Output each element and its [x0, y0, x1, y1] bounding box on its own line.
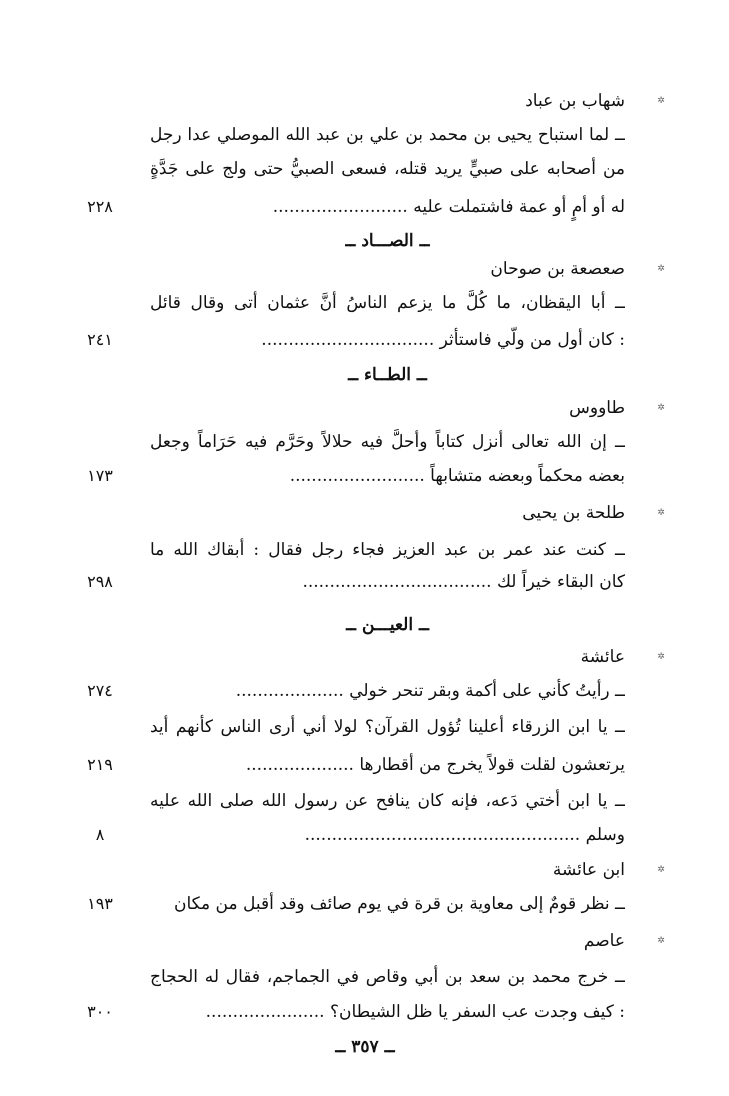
- entry-name: عاصم: [583, 931, 625, 951]
- entry-text: ــ إن الله تعالى أنزل كتاباً وأحلَّ فيه حلالاً وحَرَّم فيه حَرَاماً وجعل: [150, 432, 625, 452]
- entry-marker: ✲: [657, 403, 665, 413]
- page-number: ــ ٣٥٧ ــ: [335, 1037, 395, 1057]
- page-reference: ٣٠٠: [87, 1002, 113, 1021]
- entry-name: طاووس: [569, 398, 625, 418]
- page-reference: ١٧٣: [87, 466, 113, 485]
- page-reference: ٢٧٤: [87, 681, 113, 700]
- entry-text: ــ نظر قومٌ إلى معاوية بن قرة في يوم صائف وقد أقبل من مكان: [174, 894, 625, 914]
- entry-text: كان البقاء خيراً لك ...................................: [302, 572, 625, 592]
- entry-text: من أصحابه على صبيٍّ يريد قتله، فسعى الصبيُّ حتى ولج على جَدَّةٍ: [150, 159, 625, 179]
- page-reference: ١٩٣: [87, 894, 113, 913]
- entry-text: وسلم ...................................................: [304, 825, 625, 845]
- entry-text: بعضه محكماً وبعضه متشابهاً .........................: [289, 466, 625, 486]
- entry-text: : كان أول من ولّي فاستأثر ................................: [261, 330, 625, 350]
- page-reference: ٢٤١: [87, 330, 113, 349]
- section-heading-ain: ــ العيـــن ــ: [346, 615, 429, 635]
- section-heading-ta: ــ الطــاء ــ: [348, 365, 427, 385]
- entry-marker: ✲: [657, 508, 665, 518]
- entry-text: ــ كنت عند عمر بن عبد العزيز فجاء رجل فقال : أبقاك الله ما: [150, 540, 625, 560]
- entry-marker: ✲: [657, 264, 665, 274]
- entry-text: يرتعشون لقلت قولاً يخرج من أقطارها ....................: [245, 755, 625, 775]
- entry-text: له أو أمٍ أو عمة فاشتملت عليه .........................: [272, 197, 625, 217]
- page-reference: ٢١٩: [87, 755, 113, 774]
- entry-marker: ✲: [657, 865, 665, 875]
- entry-name: عائشة: [580, 647, 625, 667]
- section-heading-sad: ــ الصـــاد ــ: [345, 231, 430, 251]
- entry-marker: ✲: [657, 96, 665, 106]
- entry-text: ــ رأيتُ كأني على أكمة وبقر تنحر خولي ....................: [235, 681, 625, 701]
- entry-name: طلحة بن يحيى: [522, 503, 625, 523]
- entry-name: شهاب بن عباد: [525, 91, 625, 111]
- page-reference: ٢٢٨: [87, 197, 113, 216]
- page-reference: ٢٩٨: [87, 572, 113, 591]
- entry-name: صعصعة بن صوحان: [490, 259, 625, 279]
- entry-text: ــ يا ابن الزرقاء أعلينا تُؤول القرآن؟ لولا أني أرى الناس كأنهم أيد: [150, 717, 625, 737]
- page-reference: ٨: [95, 825, 105, 844]
- entry-text: ــ أبا اليقظان، ما كُلَّ ما يزعم الناسُ أنَّ عثمان أتى وقال قائل: [150, 293, 625, 313]
- entry-marker: ✲: [657, 652, 665, 662]
- entry-text: ــ لما استباح يحيى بن محمد بن علي بن عبد الله الموصلي عدا رجل: [150, 125, 625, 145]
- entry-marker: ✲: [657, 936, 665, 946]
- entry-text: ــ يا ابن أختي دَعه، فإنه كان ينافح عن رسول الله صلى الله عليه: [150, 791, 625, 811]
- entry-text: : كيف وجدت عب السفر يا ظل الشيطان؟ ......................: [205, 1002, 625, 1022]
- entry-name: ابن عائشة: [552, 860, 625, 880]
- entry-text: ــ خرج محمد بن سعد بن أبي وقاص في الجماجم، فقال له الحجاج: [150, 967, 625, 987]
